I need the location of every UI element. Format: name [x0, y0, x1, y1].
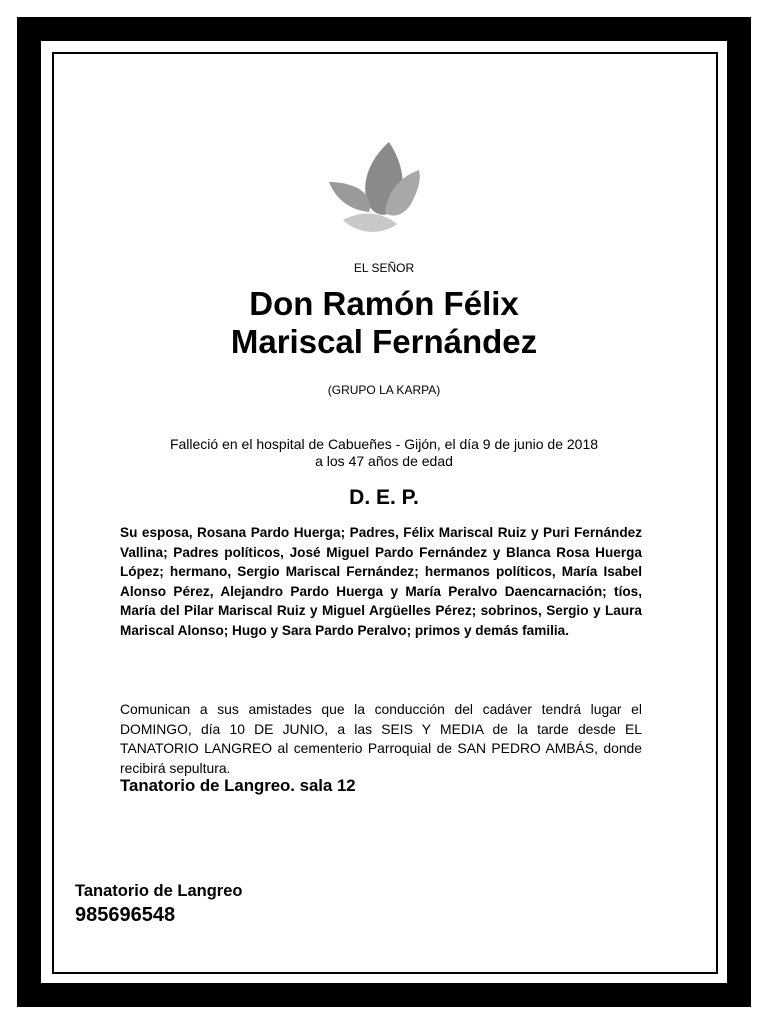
- title-label: EL SEÑOR: [353, 261, 415, 275]
- name-line-1: Don Ramón Félix: [249, 285, 519, 322]
- group-label: (GRUPO LA KARPA): [327, 383, 441, 397]
- announcement-paragraph: Comunican a sus amistades que la conducción del cadáver tendrá lugar el DOMINGO, día 10 DE JUNIO, a las SEIS Y MEDIA de la tarde desde EL TANATORIO LANGREO al cementerio Parroquial de SAN PEDRO AMBÁS, donde recibirá sepultura.: [120, 701, 642, 776]
- family-paragraph: Su esposa, Rosana Pardo Huerga; Padres, Félix Mariscal Ruiz y Puri Fernández Vallina; Padres políticos, José Miguel Pardo Fernández y Blanca Rosa Huerga López; hermano, Sergio Mariscal Fernández; hermanos políticos, María Isabel Alonso Pérez, Alejandro Pardo Huerga y María Peralvo Daencarnación; tíos, María del Pilar Mariscal Ruiz y Miguel Argüelles Pérez; sobrinos, Sergio y Laura Mariscal Alonso; Hugo y Sara Pardo Peralvo; primos y demás familia.: [120, 525, 642, 638]
- funeral-home-name: Tanatorio de Langreo: [75, 882, 243, 900]
- leaves-icon: [327, 136, 425, 240]
- leaf-left-icon: [329, 182, 370, 212]
- venue-line: Tanatorio de Langreo. sala 12: [120, 776, 356, 795]
- leaf-bottom-icon: [343, 214, 397, 232]
- name-line-2: Mariscal Fernández: [230, 323, 538, 360]
- death-details: [0, 436, 768, 470]
- rip-heading: D. E. P.: [349, 486, 419, 509]
- deceased-name: [0, 285, 768, 361]
- death-line-2: a los 47 años de edad: [315, 453, 453, 469]
- funeral-home-phone: 985696548: [75, 904, 176, 926]
- death-line-1: Falleció en el hospital de Cabueñes - Gijón, el día 9 de junio de 2018: [169, 436, 599, 452]
